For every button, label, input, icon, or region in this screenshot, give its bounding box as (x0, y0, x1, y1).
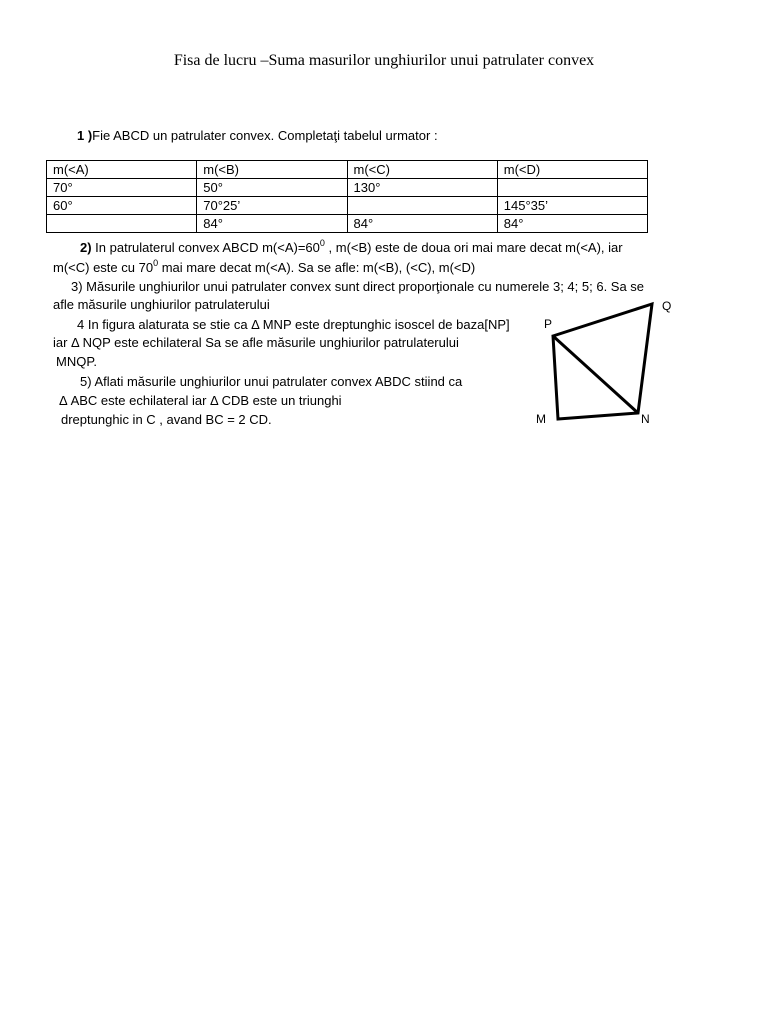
quadrilateral-mnqp (553, 304, 652, 419)
table-cell: 145°35’ (497, 197, 647, 215)
exercise-5-line-2: Δ ABC este echilateral iar Δ CDB este un triunghi (59, 393, 342, 408)
table-cell (47, 215, 197, 233)
exercise-5-line-3: dreptunghic in C , avand BC = 2 CD. (61, 412, 272, 427)
degree-superscript: 0 (153, 257, 159, 268)
table-row (47, 197, 648, 215)
table-header-row (47, 161, 648, 179)
exercise-2-text: , m(<B) este de doua ori mai mare decat m(<A), iar (324, 240, 623, 255)
exercise-4-line-3: MNQP. (56, 354, 97, 369)
vertex-label-q: Q (662, 299, 672, 313)
angles-table (46, 160, 648, 233)
table-cell: 50° (197, 179, 347, 197)
table-cell: 70°25’ (197, 197, 347, 215)
table-header: m(<D) (497, 161, 647, 179)
table-header: m(<C) (347, 161, 497, 179)
exercise-3-line-2: afle măsurile unghiurilor patrulaterului (53, 297, 270, 312)
exercise-1 (77, 128, 438, 144)
table-cell: 60° (47, 197, 197, 215)
exercise-4-line-2: iar Δ NQP este echilateral Sa se afle măsurile unghiurilor patrulaterului (53, 335, 459, 350)
exercise-3-line-1: 3) Măsurile unghiurilor unui patrulater convex sunt direct proporţionale cu numerele 3; 4; 5; 6. Sa se (71, 279, 645, 294)
vertex-label-p: P (544, 317, 553, 331)
exercise-2-line-1 (80, 237, 623, 256)
table-header: m(<B) (197, 161, 347, 179)
table-header: m(<A) (47, 161, 197, 179)
table-cell (497, 179, 647, 197)
vertex-label-n: N (641, 412, 650, 426)
vertex-label-m: M (536, 412, 546, 426)
table-cell: 70° (47, 179, 197, 197)
exercise-2-text: In patrulaterul convex ABCD m(<A)=60 (91, 240, 320, 255)
table-row (47, 215, 648, 233)
table-cell: 84° (197, 215, 347, 233)
table-cell: 130° (347, 179, 497, 197)
diagonal-pn (553, 336, 638, 413)
exercise-2-text: mai mare decat m(<A). Sa se afle: m(<B), (<C), m(<D) (158, 260, 476, 275)
table-row (47, 179, 648, 197)
exercise-1-number: 1 ) (77, 128, 93, 143)
table-cell: 84° (347, 215, 497, 233)
degree-superscript: 0 (319, 237, 325, 248)
worksheet-title: Fisa de lucru –Suma masurilor unghiurilor unui patrulater convex (173, 52, 595, 69)
exercise-2-line-2 (53, 257, 476, 276)
quadrilateral-figure (530, 292, 690, 432)
table-cell (347, 197, 497, 215)
exercise-2-text: m(<C) este cu 70 (53, 260, 154, 275)
table-cell: 84° (497, 215, 647, 233)
exercise-1-text: Fie ABCD un patrulater convex. Completaţi tabelul urmator : (92, 128, 438, 143)
exercise-5-line-1: 5) Aflati măsurile unghiurilor unui patrulater convex ABDC stiind ca (80, 374, 463, 389)
exercise-2-number: 2) (80, 240, 92, 255)
exercise-4-line-1: 4 In figura alaturata se stie ca Δ MNP este dreptunghic isoscel de baza[NP] (77, 317, 510, 332)
